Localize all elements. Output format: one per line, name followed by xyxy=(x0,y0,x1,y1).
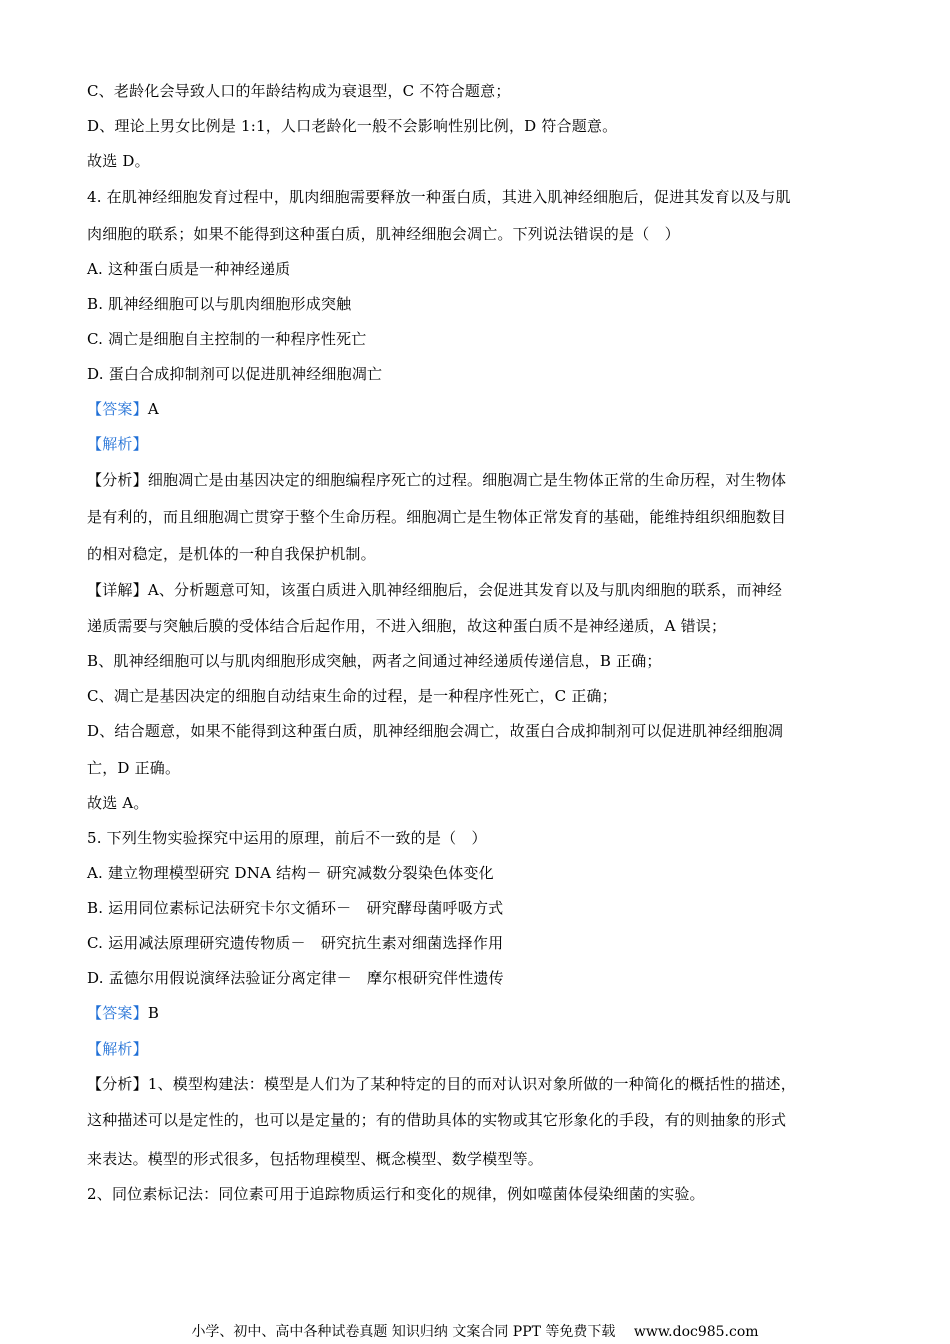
question-5-jiexi xyxy=(87,1039,867,1059)
question-4-option-a: A. 这种蛋白质是一种神经递质 xyxy=(87,260,291,278)
text-line: D、理论上男女比例是 1:1，人口老龄化一般不会影响性别比例，D 符合题意。 xyxy=(87,117,618,135)
fenxi-text: 1、模型构建法：模型是人们为了某种特定的目的而对认识对象所做的一种简化的概括性的描述， xyxy=(147,1075,796,1093)
question-4-stem: 肉细胞的联系；如果不能得到这种蛋白质，肌神经细胞会凋亡。下列说法错误的是（ ） xyxy=(87,225,680,243)
question-5-option-a: A. 建立物理模型研究 DNA 结构－ 研究减数分裂染色体变化 xyxy=(87,864,494,882)
question-5-stem: 5. 下列生物实验探究中运用的原理，前后不一致的是（ ） xyxy=(87,829,487,847)
answer-tag: 【答案】 xyxy=(87,400,148,418)
text-line: 亡，D 正确。 xyxy=(87,759,181,777)
answer-value: A xyxy=(147,400,159,418)
question-5-fenxi xyxy=(87,1074,867,1094)
question-4-fenxi xyxy=(87,470,867,490)
jiexi-tag: 【解析】 xyxy=(87,1040,148,1058)
text-line: 2、同位素标记法：同位素可用于追踪物质运行和变化的规律，例如噬菌体侵染细菌的实验。 xyxy=(87,1185,705,1203)
question-5-option-c: C. 运用减法原理研究遗传物质－ 研究抗生素对细菌选择作用 xyxy=(87,934,504,952)
text-line: B、肌神经细胞可以与肌肉细胞形成突触，两者之间通过神经递质传递信息，B 正确； xyxy=(87,652,662,670)
question-5-option-d: D. 孟德尔用假说演绎法验证分离定律－ 摩尔根研究伴性遗传 xyxy=(87,969,504,987)
text-line: 来表达。模型的形式很多，包括物理模型、概念模型、数学模型等。 xyxy=(87,1150,544,1168)
question-4-jiexi xyxy=(87,434,867,454)
fenxi-tag: 【分析】 xyxy=(87,471,148,489)
question-4-option-d: D. 蛋白合成抑制剂可以促进肌神经细胞凋亡 xyxy=(87,365,383,383)
answer-tag: 【答案】 xyxy=(87,1004,148,1022)
text-line: 这种描述可以是定性的，也可以是定量的；有的借助具体的实物或其它形象化的手段，有的则抽象的形式 xyxy=(87,1111,787,1129)
text-line: C、老龄化会导致人口的年龄结构成为衰退型，C 不符合题意； xyxy=(87,82,511,100)
question-5-option-b: B. 运用同位素标记法研究卡尔文循环－ 研究酵母菌呼吸方式 xyxy=(87,899,504,917)
question-5-answer xyxy=(87,1003,867,1023)
xiangjie-tag: 【详解】 xyxy=(87,581,148,599)
question-4-xiangjie xyxy=(87,580,867,600)
question-4-answer xyxy=(87,399,867,419)
text-line: C、凋亡是基因决定的细胞自动结束生命的过程，是一种程序性死亡，C 正确； xyxy=(87,687,617,705)
question-4-option-c: C. 凋亡是细胞自主控制的一种程序性死亡 xyxy=(87,330,367,348)
fenxi-text: 细胞凋亡是由基因决定的细胞编程序死亡的过程。细胞凋亡是生物体正常的生命历程，对生物体 xyxy=(147,471,787,489)
text-line: 故选 D。 xyxy=(87,152,150,170)
jiexi-tag: 【解析】 xyxy=(87,435,148,453)
text-line: 的相对稳定，是机体的一种自我保护机制。 xyxy=(87,545,376,563)
text-line: 递质需要与突触后膜的受体结合后起作用，不进入细胞，故这种蛋白质不是神经递质，A 错误； xyxy=(87,617,727,635)
question-4-stem: 4. 在肌神经细胞发育过程中，肌肉细胞需要释放一种蛋白质，其进入肌神经细胞后，促进其发育以及与肌 xyxy=(87,188,791,206)
page-footer: 小学、初中、高中各种试卷真题 知识归纳 文案合同 PPT 等免费下载 www.doc985.com xyxy=(191,1324,759,1340)
xiangjie-text: A、分析题意可知，该蛋白质进入肌神经细胞后，会促进其发育以及与肌肉细胞的联系，而神经 xyxy=(147,581,783,599)
text-line: 故选 A。 xyxy=(87,794,149,812)
text-line: 是有利的，而且细胞凋亡贯穿于整个生命历程。细胞凋亡是生物体正常发育的基础，能维持组织细胞数目 xyxy=(87,508,787,526)
question-4-option-b: B. 肌神经细胞可以与肌肉细胞形成突触 xyxy=(87,295,352,313)
fenxi-tag: 【分析】 xyxy=(87,1075,148,1093)
text-line: D、结合题意，如果不能得到这种蛋白质，肌神经细胞会凋亡，故蛋白合成抑制剂可以促进肌神经细胞凋 xyxy=(87,722,784,740)
answer-value: B xyxy=(147,1004,160,1022)
